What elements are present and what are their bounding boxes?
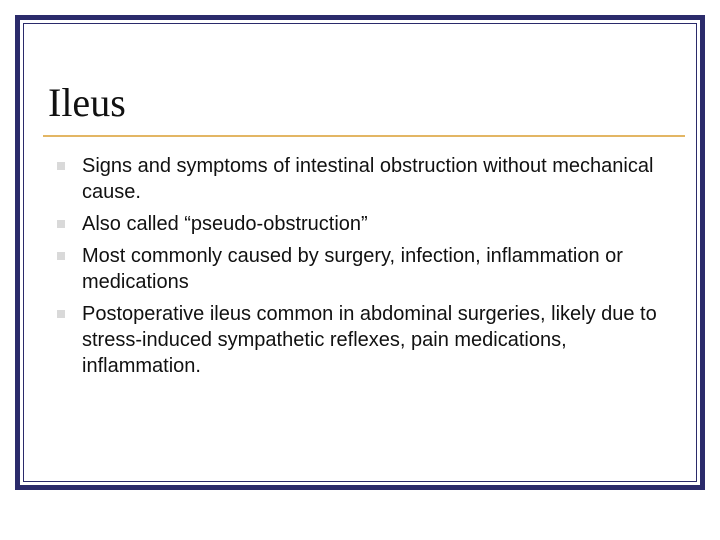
square-bullet-icon xyxy=(57,252,65,260)
bullet-item xyxy=(48,243,658,295)
bullet-item xyxy=(48,301,658,379)
square-bullet-icon xyxy=(57,310,65,318)
bullet-item xyxy=(48,153,658,205)
title-underline xyxy=(43,135,685,137)
slide-frame xyxy=(15,15,705,490)
bullet-text: Signs and symptoms of intestinal obstruction without mechanical cause. xyxy=(82,155,654,203)
bullet-text: Postoperative ileus common in abdominal surgeries, likely due to stress-induced sympathetic reflexes, pain medications, inflammation. xyxy=(82,303,657,377)
bullet-text: Also called “pseudo-obstruction” xyxy=(82,213,368,235)
slide-title: Ileus xyxy=(48,80,126,125)
bullet-item xyxy=(48,211,658,237)
bullet-text: Most commonly caused by surgery, infection, inflammation or medications xyxy=(82,245,623,293)
square-bullet-icon xyxy=(57,220,65,228)
bullet-list xyxy=(48,153,658,385)
square-bullet-icon xyxy=(57,162,65,170)
